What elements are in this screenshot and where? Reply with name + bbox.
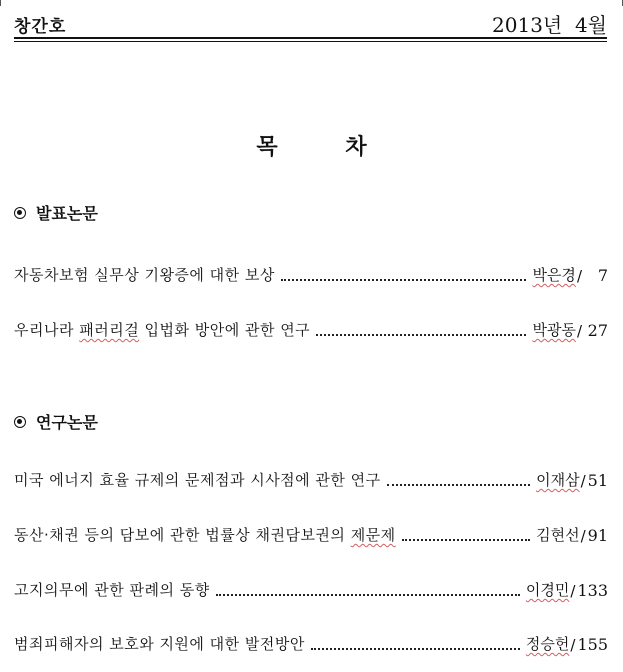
toc-entry-separator: / xyxy=(580,527,586,545)
toc-entry-title xyxy=(14,524,396,545)
toc-entry-page: 133 xyxy=(577,581,608,600)
toc-entry-author: 이재삼 xyxy=(536,471,580,489)
toc-entry-separator: / xyxy=(576,322,582,340)
toc-entry-page: 27 xyxy=(587,321,608,340)
toc-entry-author: 박은경 xyxy=(532,266,576,284)
toc-entry-separator: / xyxy=(580,472,586,490)
dot-leader xyxy=(387,483,530,486)
header-rule-thick xyxy=(14,37,607,39)
toc-entry-title: 고지의무에 관한 판례의 동향 xyxy=(14,581,210,599)
toc-entry-page: 51 xyxy=(587,471,608,490)
toc-entry-author: 박광동 xyxy=(532,321,576,339)
toc-entry-title: 범죄피해자의 보호와 지원에 대한 발전방안 xyxy=(14,635,305,653)
issue-date: 2013년 4월 xyxy=(492,13,607,37)
section-heading-label: 연구논문 xyxy=(36,413,98,432)
toc-entry-page: 91 xyxy=(587,526,608,545)
dot-leader xyxy=(216,593,520,596)
dot-leader xyxy=(316,333,526,336)
toc-entry-title xyxy=(14,319,310,340)
dot-leader xyxy=(402,538,530,541)
toc-entry-title-part: 우리나라 xyxy=(14,321,80,339)
circled-bullet-icon xyxy=(14,207,26,219)
toc-title: 목 차 xyxy=(256,134,397,160)
header-rule-thin xyxy=(14,41,607,42)
toc-entry-title-part: 동산·채권 등의 담보에 관한 법률상 채권담보권의 xyxy=(14,526,351,544)
toc-entry-title: 미국 에너지 효율 규제의 문제점과 시사점에 관한 연구 xyxy=(14,471,381,489)
toc-entry[interactable] xyxy=(14,578,608,600)
toc-entry-separator: / xyxy=(570,582,576,600)
section-heading-presentation xyxy=(14,201,98,224)
toc-entry[interactable] xyxy=(14,523,608,545)
toc-entry-page: 155 xyxy=(577,635,608,654)
toc-entry-page: 7 xyxy=(597,266,608,285)
journal-label: 창간호 xyxy=(14,17,67,37)
toc-entry-separator: / xyxy=(570,636,576,654)
toc-entry-separator: / xyxy=(576,267,582,285)
toc-entry[interactable] xyxy=(14,632,608,654)
toc-entry-author: 정승헌 xyxy=(525,635,570,653)
toc-entry-author: 이경민 xyxy=(525,581,570,599)
page-header xyxy=(14,6,609,36)
section-heading-label: 발표논문 xyxy=(36,204,98,223)
toc-entry-title: 자동차보험 실무상 기왕증에 대한 보상 xyxy=(14,266,275,284)
toc-entry[interactable] xyxy=(14,318,608,340)
dot-leader xyxy=(311,647,520,650)
toc-entry-title-part: 제문제 xyxy=(350,526,396,544)
page-edge-left xyxy=(0,0,1,6)
toc-entry-title-part: 입법화 방안에 관한 연구 xyxy=(139,321,311,339)
toc-entry-title-part: 패러리걸 xyxy=(79,321,140,339)
section-heading-research xyxy=(14,410,98,433)
toc-entry[interactable] xyxy=(14,468,608,490)
dot-leader xyxy=(281,278,527,281)
circled-bullet-icon xyxy=(14,416,26,428)
toc-entry[interactable] xyxy=(14,263,608,285)
toc-entry-author: 김현선 xyxy=(536,526,580,544)
